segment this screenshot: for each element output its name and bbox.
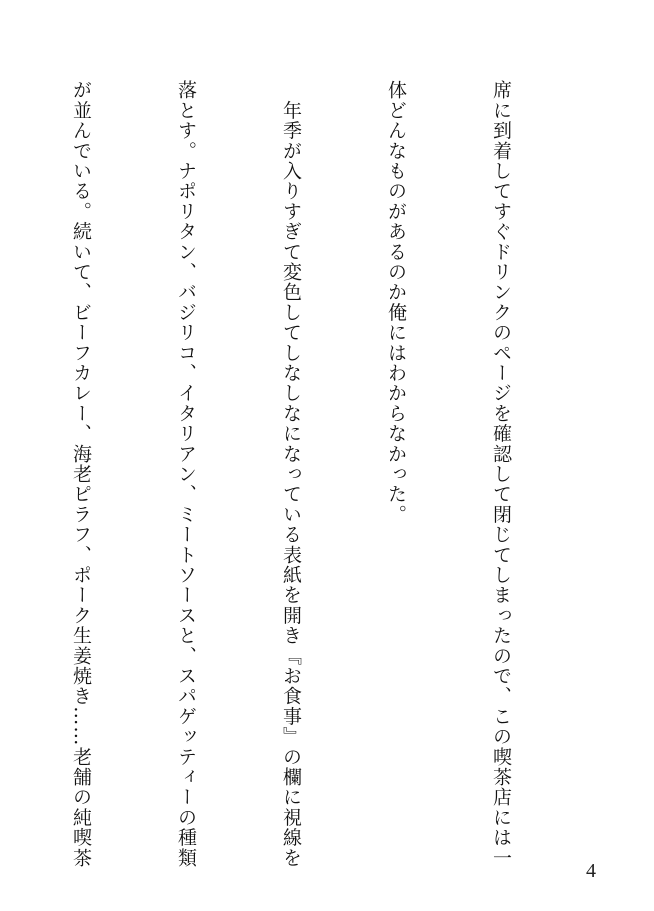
page-number: 4 [586, 860, 596, 882]
text-line: 席に到着してすぐドリンクのページを確認して閉じてしまったので、この喫茶店には一 [490, 80, 512, 868]
text-line: 体どんなものがあるのか俺にはわからなかった。 [385, 80, 407, 525]
text-line: 年季が入りすぎて変色してしなしなになっている表紙を開き『お食事』の欄に視線を [280, 80, 302, 868]
vertical-text-body [70, 80, 588, 868]
text-line: が並んでいる。続いて、ビーフカレー、海老ピラフ、ポーク生姜焼き……老舗の純喫茶 [70, 80, 92, 868]
text-line: 落とす。ナポリタン、バジリコ、イタリアン、ミートソースと、スパゲッティーの種類 [175, 80, 197, 868]
